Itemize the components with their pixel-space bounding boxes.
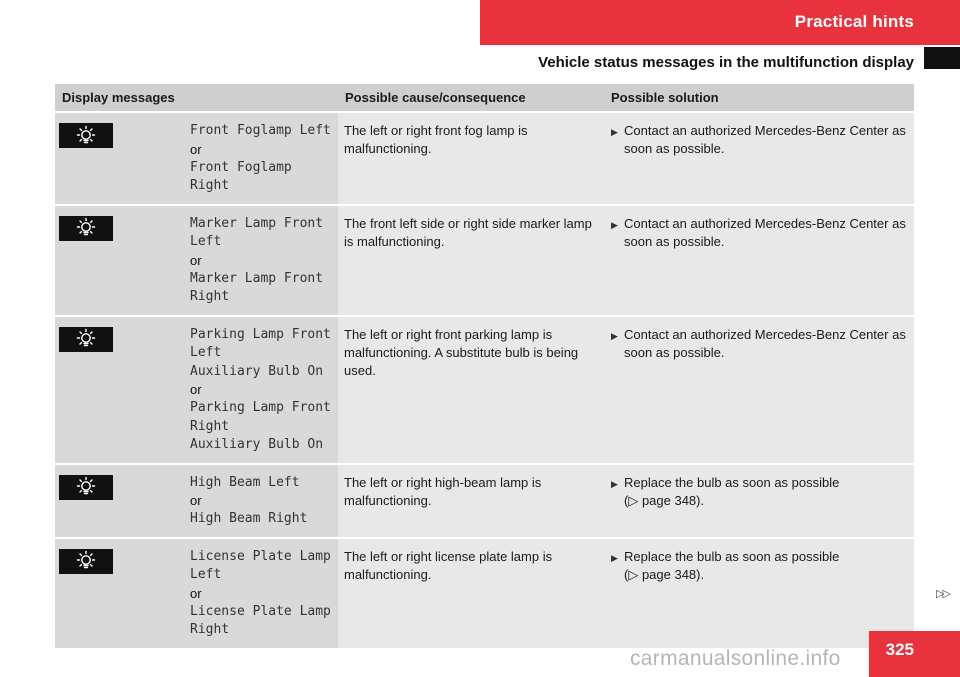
icon-cell [55,317,184,463]
icon-cell [55,113,184,204]
solution-step [611,326,909,362]
display-message-line: Right [190,178,230,193]
lamp-icon [59,549,113,574]
table-row [55,111,914,204]
table-row [55,204,914,315]
column-header-cause: Possible cause/consequence [345,90,526,105]
display-message-line: Right [190,622,230,637]
solution-text: Replace the bulb as soon as possible [624,474,840,490]
icon-cell [55,206,184,315]
table-row [55,463,914,537]
solution-text: Replace the bulb as soon as possible [624,548,840,564]
table-header [55,84,914,111]
solution-cell [605,206,914,315]
step-arrow-icon: ▶ [611,127,618,137]
or-separator: or [190,141,202,157]
lamp-icon [59,475,113,500]
page-reference: (▷ page 348). [624,492,705,508]
display-message-cell [184,113,338,204]
page-number: 325 [885,640,914,659]
display-message-line: Right [190,418,230,434]
section-title: Practical hints [794,12,914,31]
page-reference: (▷ page 348). [624,566,705,582]
display-message-line: License Plate Lamp [190,603,331,619]
solution-cell [605,465,914,537]
table-body [55,111,914,648]
display-message-line: Marker Lamp Front [190,215,324,231]
table-row [55,537,914,648]
display-message-line: Left [190,567,222,582]
lamp-icon [59,123,113,148]
display-message-line: Parking Lamp Front [190,326,331,342]
or-separator: or [190,585,202,601]
display-message-cell [184,539,338,648]
solution-step [611,548,909,584]
step-arrow-icon: ▶ [611,552,618,563]
solution-cell [605,317,914,463]
watermark: carmanualsonline.info [630,647,841,670]
display-message-cell [184,317,338,463]
display-message-line: Parking Lamp Front [190,400,331,415]
page-subtitle: Vehicle status messages in the multifunction display [538,54,914,71]
display-message-line: Marker Lamp Front [190,270,324,286]
solution-cell [605,539,914,648]
solution-cell [605,113,914,204]
table-row [55,315,914,463]
solution-step [611,474,909,510]
display-message-line: Front Foglamp Left [190,123,331,138]
column-header-display: Display messages [62,90,175,105]
display-message-line: High Beam Right [190,511,308,526]
display-message-line: Right [190,289,230,304]
display-message-line: Front Foglamp [190,159,292,175]
cause-cell: The front left side or right side marker lamp is malfunctioning. [338,206,605,315]
lamp-icon [59,327,113,352]
status-messages-table [55,84,914,648]
display-message-cell [184,206,338,315]
cause-cell: The left or right high-beam lamp is malfunctioning. [338,465,605,537]
or-separator: or [190,493,202,508]
page-number-box [869,631,960,677]
display-message-cell [184,465,338,537]
icon-cell [55,465,184,537]
or-separator: or [190,382,202,397]
solution-text: Contact an authorized Mercedes-Benz Center as soon as possible. [624,326,906,360]
display-message-line: Auxiliary Bulb On [190,437,324,452]
display-message-line: License Plate Lamp [190,548,331,564]
solution-step [611,215,909,251]
cause-cell: The left or right front fog lamp is malfunctioning. [338,113,605,204]
step-arrow-icon: ▶ [611,219,618,230]
icon-cell [55,539,184,648]
display-message-line: Auxiliary Bulb On [190,363,324,379]
solution-step [611,122,909,158]
step-arrow-icon: ▶ [611,478,618,489]
display-message-line: Left [190,234,222,249]
cause-cell: The left or right front parking lamp is malfunctioning. A substitute bulb is being used. [338,317,605,463]
cause-cell: The left or right license plate lamp is malfunctioning. [338,539,605,648]
column-header-solution: Possible solution [611,90,719,105]
lamp-icon [59,216,113,241]
thumb-tab [924,47,960,69]
display-message-line: High Beam Left [190,474,300,490]
continue-marker: ▷▷ [936,588,949,600]
step-arrow-icon: ▶ [611,330,618,341]
solution-text: Contact an authorized Mercedes-Benz Center as soon as possible. [624,123,906,156]
solution-text: Contact an authorized Mercedes-Benz Center as soon as possible. [624,215,906,249]
display-message-line: Left [190,345,222,360]
or-separator: or [190,252,202,268]
